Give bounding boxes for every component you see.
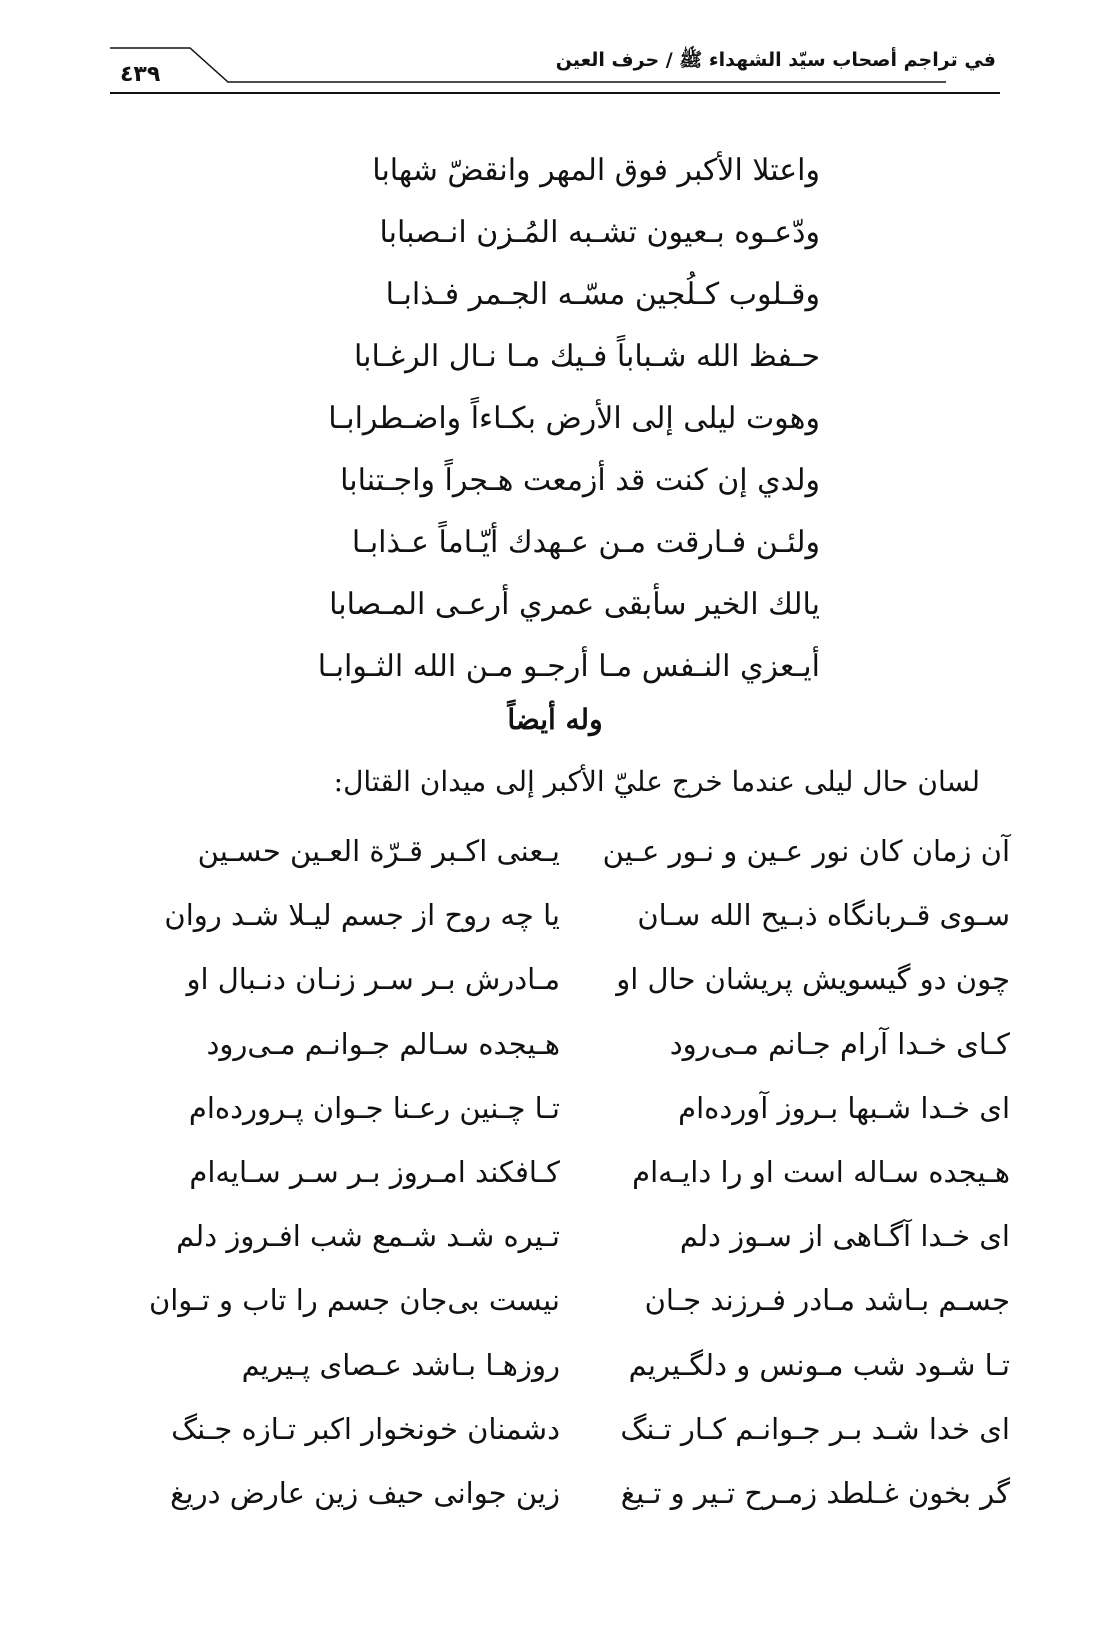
poem-verse: وقـلوب كـلُجين مسّـه الجـمر فـذابـا	[385, 277, 820, 312]
poem-verse: وهوت ليلى إلى الأرض بكـاءاً واضـطرابـا	[328, 401, 820, 436]
couplet	[120, 1211, 1010, 1275]
first-hemistich: اى خدا شـد بـر جـوانـم كـار تـنگ	[620, 1411, 1010, 1446]
poem-verse: ولئـن فـارقت مـن عـهدك أيّـاماً عـذابـا	[351, 525, 820, 560]
page-number: ٤٣٩	[120, 62, 161, 87]
couplet	[120, 1275, 1010, 1339]
couplet	[120, 954, 1010, 1018]
poem-verse: واعتلا الأكبر فوق المهر وانقضّ شهابا	[372, 153, 820, 188]
first-hemistich: اى خـدا شـبها بـروز آورده‌ام	[678, 1090, 1010, 1125]
first-hemistich: تـا شـود شب مـونس و دلگـيريم	[628, 1347, 1010, 1382]
poem-verse: ودّعـوه بـعيون تشـبه المُـزن انـصبابا	[379, 215, 820, 250]
section-heading: وله أيضاً	[507, 703, 603, 736]
first-hemistich: سـوى قـربانگاه ذبـيح الله سـان	[637, 898, 1010, 933]
second-hemistich: تـا چـنين رعـنا جـوان پـرورده‌ام	[188, 1090, 560, 1125]
first-hemistich: اى خـدا آگـاهى از سـوز دلم	[679, 1219, 1010, 1254]
poem-verse: يالك الخير سأبقى عمري أرعـى المـصابا	[329, 587, 820, 622]
second-hemistich: مـادرش بـر سـر زنـان دنـبال او	[186, 962, 560, 997]
persian-poem	[120, 826, 1010, 1532]
second-hemistich: زين جوانى حيف زين عارض دريغ	[170, 1475, 560, 1510]
couplet	[120, 1147, 1010, 1211]
first-hemistich: گر بخون غـلطد زمـرح تـير و تـيغ	[620, 1475, 1010, 1510]
poem-verse: ولدي إن كنت قد أزمعت هـجراً واجـتنابا	[340, 463, 820, 498]
second-hemistich: دشمنان خونخوار اكبر تـازه جـنگ	[171, 1411, 560, 1446]
couplet	[120, 1468, 1010, 1532]
second-hemistich: يا چه روح از جسم ليـلا شـد روان	[164, 898, 560, 933]
couplet	[120, 1404, 1010, 1468]
first-hemistich: جسـم بـاشد مـادر فـرزند جـان	[644, 1283, 1010, 1318]
first-hemistich: چون دو گيسويش پريشان حال او	[616, 962, 1010, 997]
page-header	[110, 38, 1000, 98]
second-hemistich: هـيجده سـالم جـوانـم مـى‌رود	[206, 1026, 560, 1061]
couplet	[120, 1083, 1010, 1147]
poem-verse: حـفظ الله شـباباً فـيك مـا نـال الرغـابا	[354, 339, 820, 374]
section-intro: لسان حال ليلى عندما خرج عليّ الأكبر إلى ميدان القتال:	[333, 765, 980, 798]
first-hemistich: آن زمان كان نور عـين و نـور عـين	[602, 834, 1010, 868]
second-hemistich: يـعنى اكـبر قـرّة العـين حسـين	[197, 834, 560, 868]
second-hemistich: نيست بى‌جان جسم را تاب و تـوان	[148, 1283, 560, 1318]
couplet	[120, 890, 1010, 954]
running-title: في تراجم أصحاب سيّد الشهداء ﷺ / حرف العين	[555, 49, 996, 71]
first-hemistich: كـاى خـدا آرام جـانم مـى‌رود	[669, 1026, 1010, 1061]
second-hemistich: تـيره شـد شـمع شب افـروز دلم	[176, 1219, 560, 1254]
couplet	[120, 826, 1010, 890]
couplet	[120, 1340, 1010, 1404]
poem-verse: أيـعزي النـفس مـا أرجـو مـن الله الثـوابـا	[317, 649, 820, 684]
second-hemistich: روزهـا بـاشد عـصاى پـيريم	[241, 1347, 560, 1382]
couplet	[120, 1019, 1010, 1083]
arabic-poem	[300, 140, 820, 698]
second-hemistich: كـافكند امـروز بـر سـر سـايه‌ام	[189, 1154, 560, 1189]
first-hemistich: هـيجده سـاله است او را دايـه‌ام	[632, 1154, 1010, 1189]
